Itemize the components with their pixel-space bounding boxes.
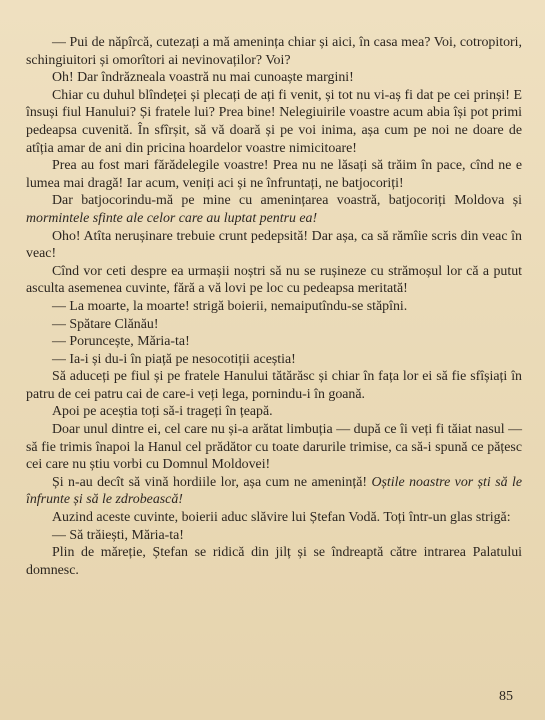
paragraph-text: Dar batjocorindu-mă pe mine cu amenințarea voastră, batjocoriți Moldova și	[52, 193, 522, 209]
paragraph-text: Plin de măreție, Ștefan se ridică din jilț și se îndreaptă către intrarea Palatului domnesc.	[26, 545, 522, 578]
paragraph-text: — Ia-i și du-i în piață pe nesocotiții aceștia!	[52, 351, 296, 367]
paragraph	[26, 87, 522, 157]
paragraph-text: Cînd vor ceti despre ea urmașii noștri să nu se rușineze cu strămoșul lor că a putut asculta asemenea cuvinte, fără a vă lovi pe loc cu pedeapsa meritată!	[26, 263, 522, 297]
paragraph	[26, 509, 522, 527]
paragraph	[26, 351, 522, 369]
paragraph-text: Apoi pe aceștia toți să-i trageți în țeapă.	[52, 404, 273, 420]
paragraph	[26, 34, 522, 69]
paragraph	[26, 69, 522, 87]
paragraph-text: Prea au fost mari fărădelegile voastre! Prea nu ne lăsați să trăim în pace, cînd ne e lumea mai dragă! Iar acum, veniți aci și ne înfruntați, ne batjocoriți!	[26, 158, 522, 191]
paragraph-text: — Poruncește, Măria-ta!	[52, 334, 190, 350]
paragraph	[26, 192, 522, 227]
page-number: 85	[499, 689, 513, 704]
paragraph-text: — Pui de năpîrcă, cutezați a mă amenința chiar și aici, în casa mea? Voi, cotropitori, schingiuitori și omorîtori ai nevinovaților? Voi?	[26, 35, 522, 68]
paragraph-text: Doar unul dintre ei, cel care nu și-a arătat limbuția — după ce îi veți fi tăiat nasul — să fie trimis înapoi la Hanul cel prădător cu toate darurile trimise, ca să-i spună ce pățesc cei care nu știu vorbi cu Domnul Moldovei!	[26, 422, 522, 473]
paragraph	[26, 474, 522, 509]
paragraph-text: Oho! Atîta nerușinare trebuie crunt pedepsită! Dar așa, ca să rămîie scris din veac în veac!	[26, 228, 522, 262]
italic-text: Oștile noastre vor ști să le înfrunte și să le zdrobească!	[26, 474, 523, 508]
paragraph-text: — Să trăiești, Măria-ta!	[52, 527, 184, 543]
page-body-text	[26, 34, 522, 579]
paragraph	[26, 316, 522, 334]
italic-text: mormintele sfinte ale celor care au luptat pentru ea!	[26, 210, 318, 226]
paragraph-text: — Spătare Clănău!	[52, 316, 159, 332]
paragraph	[26, 527, 522, 545]
paragraph	[26, 157, 522, 192]
paragraph	[26, 368, 522, 403]
paragraph-text: — La moarte, la moarte! strigă boierii, nemaiputîndu-se stăpîni.	[52, 298, 408, 314]
paragraph-text: Chiar cu duhul blîndeței și plecați de ați fi venit, și tot nu vi-aș fi dat pe cei prinși! E însuși fiul Hanului? Și fratele lui? Prea bine! Nelegiuirile voastre acum abia își pot primi pedeapsa cuvenită. În sfîrșit, să vă doară și pe voi inima, așa cum pe noi ne doare de atîția amar de ani din pricina hoardelor voastre nimicitoare!	[26, 87, 522, 156]
paragraph-text: Să aduceți pe fiul și pe fratele Hanului tătărăsc și chiar în fața lor ei să fie sfîșiați în patru de cei patru cai de care-i veți lega, pornindu-i în goană.	[26, 369, 522, 402]
paragraph	[26, 263, 522, 298]
paragraph	[26, 421, 522, 474]
paragraph-text: Oh! Dar îndrăzneala voastră nu mai cunoaște margini!	[52, 70, 354, 86]
paragraph	[26, 333, 522, 351]
paragraph	[26, 544, 522, 579]
paragraph	[26, 228, 522, 263]
paragraph-text: Auzind aceste cuvinte, boierii aduc slăvire lui Ștefan Vodă. Toți într-un glas strigă:	[52, 510, 511, 526]
paragraph-text: Și n-au decît să vină hordiile lor, așa cum ne amenință!	[52, 474, 372, 490]
paragraph	[26, 403, 522, 421]
paragraph	[26, 298, 522, 316]
